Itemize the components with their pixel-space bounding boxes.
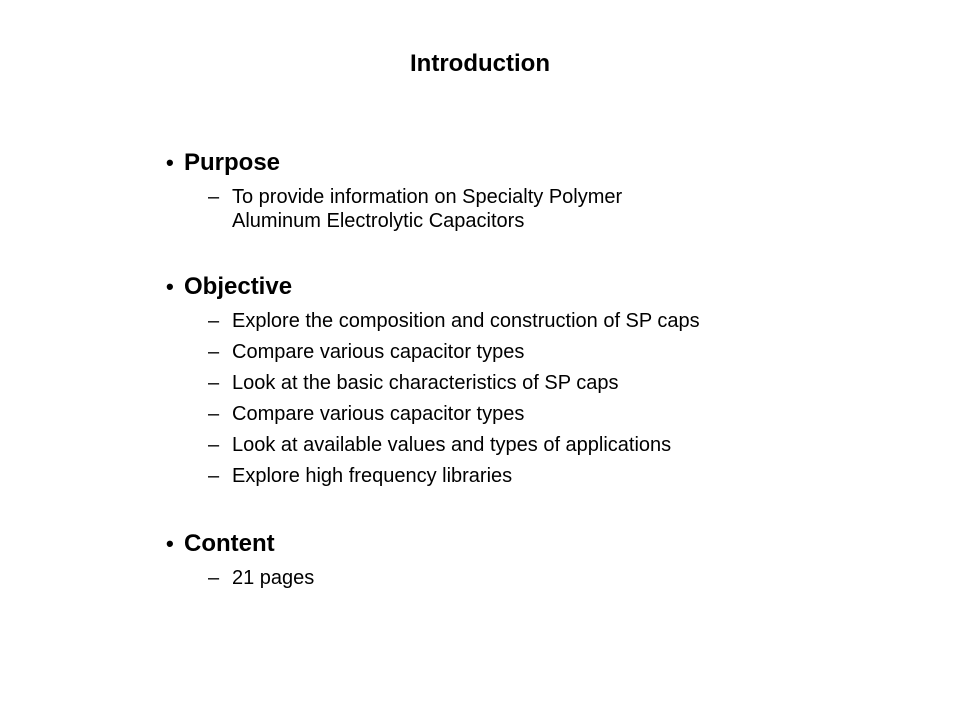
dash-icon: – xyxy=(208,465,220,487)
dash-icon: – xyxy=(208,186,220,208)
list-item xyxy=(166,371,866,395)
list-item xyxy=(166,464,866,488)
slide-title: Introduction xyxy=(410,50,550,77)
content-list xyxy=(166,566,866,590)
content-heading-label: Content xyxy=(184,530,275,557)
bullet-icon: • xyxy=(166,274,174,299)
dash-icon: – xyxy=(208,341,220,363)
bullet-icon: • xyxy=(166,150,174,175)
list-item xyxy=(166,309,866,333)
list-item-text: Explore high frequency libraries xyxy=(232,465,513,487)
list-item-text: Look at the basic characteristics of SP caps xyxy=(232,372,619,394)
list-item xyxy=(166,185,866,233)
objective-heading-label: Objective xyxy=(184,273,293,300)
objective-section xyxy=(166,272,866,488)
dash-icon: – xyxy=(208,372,220,394)
purpose-list xyxy=(166,185,866,233)
list-item xyxy=(166,566,866,590)
purpose-section xyxy=(166,148,866,233)
list-item xyxy=(166,340,866,364)
bullet-icon: • xyxy=(166,531,174,556)
list-item-text: Explore the composition and construction of SP caps xyxy=(232,310,700,332)
list-item xyxy=(166,433,866,457)
content-section xyxy=(166,529,866,590)
list-item-text: Compare various capacitor types xyxy=(232,403,525,425)
dash-icon: – xyxy=(208,434,220,456)
purpose-heading-label: Purpose xyxy=(184,149,281,176)
list-item-text: Look at available values and types of applications xyxy=(232,434,672,456)
list-item-text: 21 pages xyxy=(232,567,315,589)
list-item xyxy=(166,402,866,426)
dash-icon: – xyxy=(208,403,220,425)
purpose-heading xyxy=(166,148,866,178)
dash-icon: – xyxy=(208,310,220,332)
list-item-text: Compare various capacitor types xyxy=(232,341,525,363)
list-item-text: To provide information on Specialty Polymer Aluminum Electrolytic Capacitors xyxy=(232,186,623,232)
dash-icon: – xyxy=(208,567,220,589)
content-heading xyxy=(166,529,866,559)
objective-list xyxy=(166,309,866,488)
objective-heading xyxy=(166,272,866,302)
